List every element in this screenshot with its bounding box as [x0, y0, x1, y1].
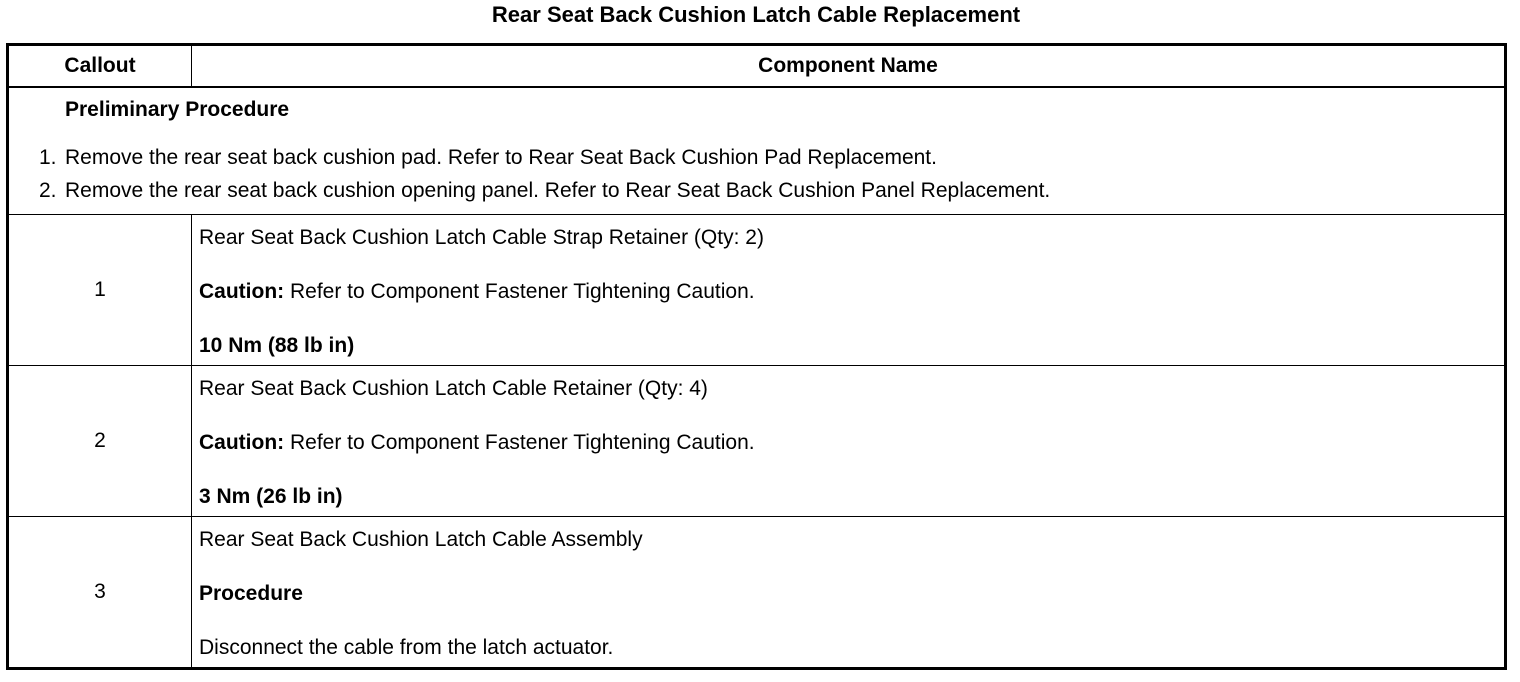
procedure-label: Procedure — [199, 582, 303, 605]
table-row — [8, 215, 1506, 366]
caution-note — [199, 279, 1504, 305]
table-row — [8, 517, 1506, 669]
preliminary-procedure-cell — [8, 87, 1506, 215]
procedure-table — [6, 43, 1507, 670]
procedure-text: Disconnect the cable from the latch actuator. — [199, 636, 614, 659]
callout-number: 3 — [8, 517, 192, 669]
step-text: Remove the rear seat back cushion opening panel. Refer to Rear Seat Back Cushion Panel Replacement. — [65, 179, 1051, 202]
step-text: Remove the rear seat back cushion pad. Refer to Rear Seat Back Cushion Pad Replacement. — [65, 146, 937, 169]
step-number: 2. — [39, 179, 57, 202]
step-number: 1. — [39, 146, 57, 169]
component-name-cell — [192, 366, 1506, 517]
caution-label: Caution: — [199, 280, 285, 303]
table-header-row — [8, 45, 1506, 88]
callout-number: 1 — [8, 215, 192, 366]
component-name-column-header: Component Name — [192, 45, 1506, 88]
caution-text: Refer to Component Fastener Tightening Caution. — [284, 431, 755, 454]
component-name: Rear Seat Back Cushion Latch Cable Assembly — [199, 528, 643, 551]
preliminary-step — [9, 141, 1504, 174]
component-name: Rear Seat Back Cushion Latch Cable Retainer (Qty: 4) — [199, 377, 708, 400]
callout-number: 2 — [8, 366, 192, 517]
caution-note — [199, 430, 1504, 456]
document-title: Rear Seat Back Cushion Latch Cable Replacement — [491, 2, 1021, 27]
torque-spec: 10 Nm (88 lb in) — [199, 334, 355, 357]
preliminary-procedure-heading: Preliminary Procedure — [65, 98, 290, 121]
component-name-cell — [192, 517, 1506, 669]
callout-column-header: Callout — [8, 45, 192, 88]
component-name: Rear Seat Back Cushion Latch Cable Strap Retainer (Qty: 2) — [199, 226, 764, 249]
preliminary-procedure-row — [8, 87, 1506, 215]
caution-text: Refer to Component Fastener Tightening Caution. — [284, 280, 755, 303]
preliminary-step — [9, 174, 1504, 207]
caution-label: Caution: — [199, 431, 285, 454]
torque-spec: 3 Nm (26 lb in) — [199, 485, 343, 508]
preliminary-steps-list — [9, 141, 1504, 207]
component-name-cell — [192, 215, 1506, 366]
table-row — [8, 366, 1506, 517]
